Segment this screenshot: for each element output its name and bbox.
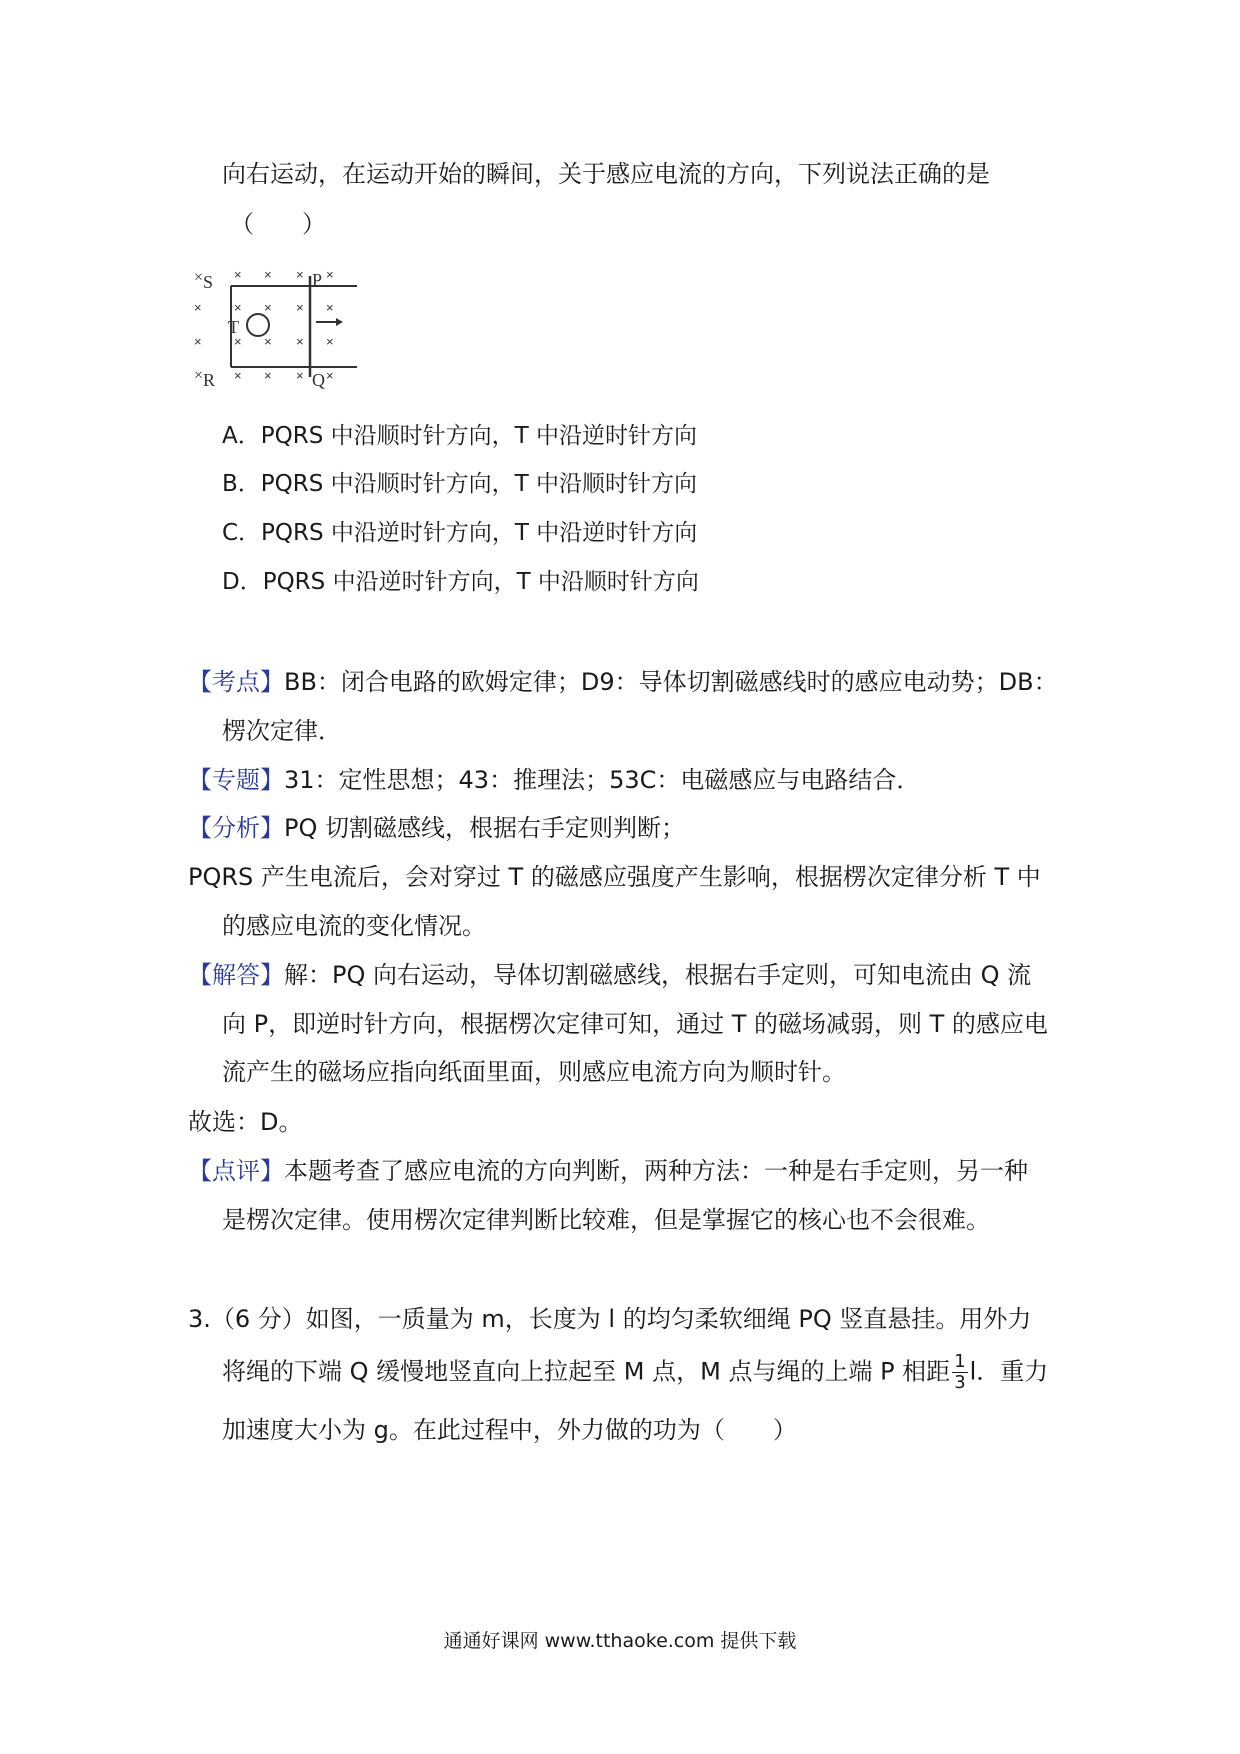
cross-mark: × [234,368,242,383]
jieda-text: 解：PQ 向右运动，导体切割磁感线，根据右手定则，可知电流由 Q 流 [284,961,1032,989]
option-d: D．PQRS 中沿逆时针方向，T 中沿顺时针方向 [222,569,699,595]
question3-line-1: 3.（6 分）如图，一质量为 m，长度为 l 的均匀柔软细绳 PQ 竖直悬挂。用外力 [188,1305,1032,1333]
cross-mark: × [194,269,204,286]
dianping-line-1 [188,1155,1028,1187]
label-t: T [228,317,239,337]
zhuanti-tag: 【专题】 [188,766,284,794]
cross-mark: × [296,368,304,383]
jieda-line-1 [188,959,1031,991]
cross-mark: × [194,334,202,349]
cross-mark: × [264,368,272,383]
cross-mark: × [194,367,204,384]
zhuanti-text: 31：定性思想；43：推理法；53C：电磁感应与电路结合． [284,766,921,794]
cross-mark: × [326,368,334,383]
fenxi-text: PQ 切割磁感线，根据右手定则判断； [284,814,685,842]
answer-line: 故选：D。 [188,1108,303,1136]
cross-mark: × [234,300,242,315]
arrow-head [336,318,343,326]
question3-line-3: 加速度大小为 g。在此过程中，外力做的功为（ ） [222,1416,797,1444]
cross-mark: × [326,300,334,315]
cross-mark: × [264,267,272,282]
answer-blank: （ ） [230,210,326,238]
cross-mark: × [234,334,242,349]
kaodian-text: BB：闭合电路的欧姆定律；D9：导体切割磁感线时的感应电动势；DB： [284,668,1058,696]
jieda-line-3: 流产生的磁场应指向纸面里面，则感应电流方向为顺时针。 [222,1058,846,1086]
fenxi-line-1 [188,812,685,844]
zhuanti-line [188,764,920,796]
circuit-figure [192,262,372,392]
question3-line-2 [222,1352,1048,1393]
cross-mark: × [194,300,202,315]
jieda-tag: 【解答】 [188,961,284,989]
fraction-one-third [952,1352,967,1393]
question3-line-2-after: l．重力 [969,1357,1049,1386]
fraction-numerator: 1 [954,1351,966,1372]
jieda-line-2: 向 P，即逆时针方向，根据楞次定律可知，通过 T 的磁场减弱，则 T 的感应电 [222,1010,1048,1038]
cross-mark: × [296,267,304,282]
page-footer: 通通好课网 www.tthaoke.com 提供下载 [443,1630,797,1652]
cross-mark: × [264,334,272,349]
fenxi-line-2: PQRS 产生电流后，会对穿过 T 的磁感应强度产生影响，根据楞次定律分析 T 中 [188,863,1041,891]
coil-t [247,314,269,336]
cross-mark: × [296,334,304,349]
option-c: C．PQRS 中沿逆时针方向，T 中沿逆时针方向 [222,520,698,546]
question-stem-line-1: 向右运动，在运动开始的瞬间，关于感应电流的方向，下列说法正确的是 [222,160,990,188]
dianping-tag: 【点评】 [188,1157,284,1185]
dianping-text: 本题考查了感应电流的方向判断，两种方法：一种是右手定则，另一种 [284,1157,1028,1185]
fenxi-tag: 【分析】 [188,814,284,842]
cross-mark: × [296,300,304,315]
cross-mark: × [264,300,272,315]
option-b: B．PQRS 中沿顺时针方向，T 中沿顺时针方向 [222,471,698,497]
dianping-line-2: 是楞次定律。使用楞次定律判断比较难，但是掌握它的核心也不会很难。 [222,1206,990,1234]
label-s: S [203,272,214,292]
option-a: A．PQRS 中沿顺时针方向，T 中沿逆时针方向 [222,423,697,449]
kaodian-line-2: 楞次定律． [222,717,342,745]
label-p: P [312,270,323,290]
kaodian-line-1 [188,666,1058,698]
label-r: R [203,370,216,390]
cross-mark: × [326,267,334,282]
cross-mark: × [234,267,242,282]
question3-line-2-before: 将绳的下端 Q 缓慢地竖直向上拉起至 M 点，M 点与绳的上端 P 相距 [222,1357,951,1386]
label-q: Q [312,370,325,390]
fenxi-line-3: 的感应电流的变化情况。 [222,912,486,940]
kaodian-tag: 【考点】 [188,668,284,696]
fraction-denominator: 3 [954,1372,966,1393]
cross-mark: × [326,334,334,349]
